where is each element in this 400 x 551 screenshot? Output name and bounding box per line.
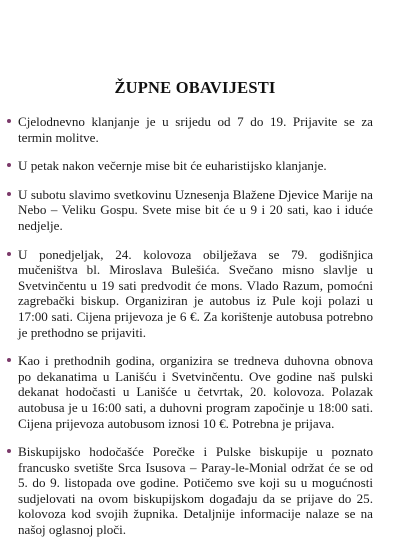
notice-item	[7, 247, 373, 341]
bullet-icon	[7, 192, 11, 196]
bullet-icon	[7, 449, 11, 453]
bullet-icon	[7, 358, 11, 362]
notice-list	[7, 114, 373, 551]
notice-text: Cjelodnevno klanjanje je u srijedu od 7 do 19. Prijavite se za termin molitve.	[18, 114, 373, 145]
notice-text: U subotu slavimo svetkovinu Uznesenja Blažene Djevice Marije na Nebo – Veliku Gospu. Svete mise bit će u 9 i 20 sati, kao i iduće nedjelje.	[18, 186, 373, 233]
notice-text: U ponedjeljak, 24. kolovoza obilježava se 79. godišnjica mučeništva bl. Miroslava Bulešića. Svečano misno slavlje u Svetvinčentu u 19 sati predvodit će mons. Vlado Razum, pomoćni zagrebački biskup. Organiziran je autobus iz Pule koji polazi u 17:00 sati. Cijena prijevoza je 6 €. Za korištenje autobusa potrebno je prethodno se prijaviti.	[18, 246, 373, 340]
page-title: ŽUPNE OBAVIJESTI	[114, 78, 276, 97]
notice-text: Kao i prethodnih godina, organizira se tredneva duhovna obnova po dekanatima u Lanišću i Svetvinčentu. Ove godine naš pulski dekanat hodočasti u Lanišće u četvrtak, 20. kolovoza. Polazak autobusa je u 16:00 sati, a duhovni program započinje u 18:00 sati. Cijena prijevoza autobusom iznosi 10 €. Potrebna je prijava.	[18, 353, 373, 431]
notice-item	[7, 187, 373, 234]
notice-text: U petak nakon večernje mise bit će euharistijsko klanjanje.	[18, 158, 327, 174]
notice-item	[7, 444, 373, 538]
bullet-icon	[7, 119, 11, 123]
bullet-icon	[7, 252, 11, 256]
bullet-icon	[7, 163, 11, 167]
notice-text: Biskupijsko hodočašće Porečke i Pulske biskupije u poznato francusko svetište Srca Isusova – Paray-le-Monial održat će se od 5. do 9. listopada ove godine. Potičemo sve koji su u mogućnosti sudjelovati na ovom biskupijskom događaju da se prijave do 25. kolovoza kod svojih župnika. Detaljnije informacije nalaze se na našoj oglasnoj ploči.	[18, 444, 373, 538]
notice-item	[7, 158, 373, 174]
notice-item	[7, 353, 373, 431]
notice-item	[7, 114, 373, 145]
